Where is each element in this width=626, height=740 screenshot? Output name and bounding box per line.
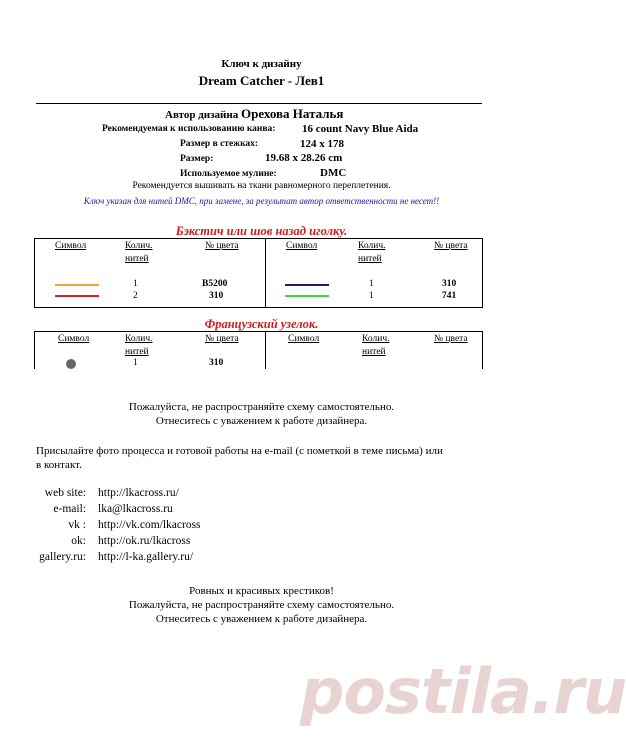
- closing-line3: Отнеситесь с уважением к работе дизайнера.: [155, 613, 368, 625]
- backstitch-heading: Бэкстич или шов назад иголку.: [175, 224, 348, 238]
- size-value: 19.68 x 28.26 cm: [265, 152, 343, 164]
- contact-key: gallery.ru:: [39, 551, 86, 563]
- contact-key: e-mail:: [53, 503, 86, 515]
- table-divider: [265, 238, 266, 308]
- row-code: 741: [442, 291, 457, 301]
- floss-label: Используемое мулине:: [180, 169, 277, 179]
- contact-key: vk :: [68, 519, 86, 531]
- col-symbol: Символ: [58, 334, 90, 344]
- vk-link[interactable]: http://vk.com/lkacross: [98, 519, 201, 531]
- col-symbol: Символ: [288, 334, 320, 344]
- email-link[interactable]: lka@lkacross.ru: [98, 503, 173, 515]
- row-count: 2: [133, 291, 138, 301]
- color-swatch: [55, 284, 99, 286]
- divider: [36, 103, 482, 104]
- row-count: 1: [133, 279, 138, 289]
- backstitch-table: [34, 238, 483, 308]
- row-count: 1: [369, 279, 374, 289]
- col-count-sub: нитей: [125, 254, 149, 264]
- col-count: Колич.: [125, 241, 153, 251]
- row-count: 1: [133, 358, 138, 368]
- col-code: № цвета: [205, 334, 239, 344]
- design-title: Dream Catcher - Лев1: [198, 73, 325, 88]
- col-code: № цвета: [434, 241, 468, 251]
- recommend-text: Рекомендуется вышивать на ткани равномерного переплетения.: [132, 181, 391, 191]
- col-count-sub: нитей: [358, 254, 382, 264]
- row-code: B5200: [202, 279, 228, 289]
- canvas-label: Рекомендуемая к использованию канва:: [102, 124, 276, 134]
- col-count: Колич.: [125, 334, 153, 344]
- size-label: Размер:: [180, 154, 214, 164]
- gallery-link[interactable]: http://l-ka.gallery.ru/: [98, 551, 194, 563]
- notice-line2: Отнеситесь с уважением к работе дизайнера.: [155, 415, 368, 427]
- closing-line2: Пожалуйста, не распространяйте схему самостоятельно.: [128, 599, 395, 611]
- col-count: Колич.: [358, 241, 386, 251]
- disclaimer: Ключ указан для нитей DMC, при замене, за результат автор ответственности не несет!!: [83, 196, 440, 206]
- notice-line1: Пожалуйста, не распространяйте схему самостоятельно.: [128, 401, 395, 413]
- size-stitches-label: Размер в стежках:: [180, 139, 259, 149]
- contact-key: ok:: [71, 535, 86, 547]
- col-count-sub: нитей: [125, 347, 149, 357]
- color-swatch: [285, 284, 329, 286]
- send-photo-line2: в контакт.: [36, 459, 82, 471]
- size-stitches-value: 124 x 178: [300, 138, 344, 150]
- author-name: Орехова Наталья: [241, 106, 344, 121]
- col-symbol: Символ: [55, 241, 87, 251]
- col-code: № цвета: [434, 334, 468, 344]
- row-code: 310: [209, 291, 224, 301]
- website-link[interactable]: http://lkacross.ru/: [98, 487, 179, 499]
- contact-key: web site:: [44, 487, 86, 499]
- color-swatch: [55, 295, 99, 297]
- col-count-sub: нитей: [362, 347, 386, 357]
- author-label: Автор дизайна: [165, 109, 239, 121]
- canvas-value: 16 count Navy Blue Aida: [302, 123, 419, 135]
- french-knot-symbol-icon: [66, 359, 76, 369]
- french-knot-heading: Французский узелок.: [204, 317, 319, 331]
- col-count: Колич.: [362, 334, 390, 344]
- col-code: № цвета: [205, 241, 239, 251]
- floss-value: DMC: [320, 167, 347, 179]
- french-knot-table: [34, 331, 483, 369]
- row-code: 310: [209, 358, 224, 368]
- send-photo-line1: Присылайте фото процесса и готовой работы на e-mail (с пометкой в теме письма) или: [36, 445, 443, 457]
- ok-link[interactable]: http://ok.ru/lkacross: [98, 535, 191, 547]
- closing-line1: Ровных и красивых крестиков!: [189, 585, 334, 597]
- color-swatch: [285, 295, 329, 297]
- key-title: Ключ к дизайну: [221, 58, 302, 70]
- table-divider: [265, 331, 266, 369]
- row-code: 310: [442, 279, 457, 289]
- author-line: [165, 106, 343, 122]
- watermark-logo: postila.ru: [300, 655, 626, 728]
- row-count: 1: [369, 291, 374, 301]
- col-symbol: Символ: [286, 241, 318, 251]
